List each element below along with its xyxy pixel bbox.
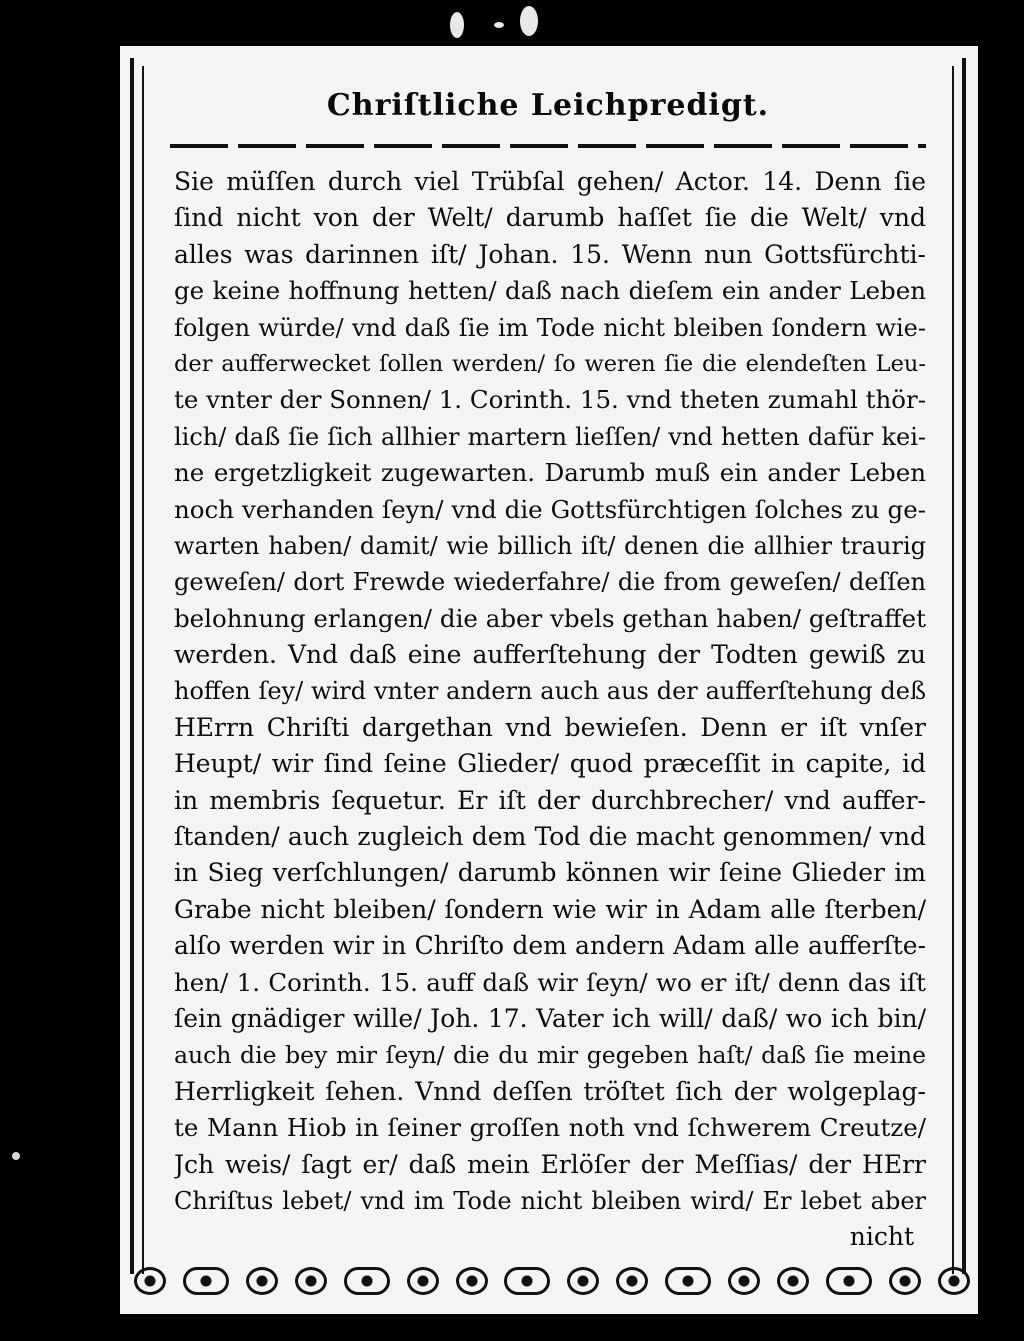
stray-ink-dot — [12, 1152, 20, 1160]
text-line: HErrn Chriſti dargethan vnd bewieſen. Denn er iſt vnſer — [174, 712, 926, 742]
text-line: werden. Vnd daß eine aufferſtehung der Todten gewiß zu — [174, 640, 926, 670]
border-ornament — [938, 1267, 970, 1295]
header-rule — [170, 144, 926, 148]
text-line: Grabe nicht bleiben/ ſondern wie wir in Adam alle ſterben/ — [174, 894, 926, 924]
border-ornament — [134, 1267, 166, 1295]
text-line: hoffen ſey/ wird vnter andern auch aus der aufferſtehung deß — [174, 677, 926, 706]
catchword: nicht — [849, 1222, 914, 1252]
border-ornament — [777, 1267, 809, 1295]
text-line: Sie müſſen durch viel Trübſal gehen/ Actor. 14. Denn ſie — [174, 167, 926, 196]
text-line: Herrligkeit ſehen. Vnnd deſſen tröſtet ſich der wolgeplag- — [174, 1076, 926, 1106]
border-ornament — [246, 1267, 278, 1295]
text-line: ne ergetzligkeit zugewarten. Darumb muß ein ander Leben — [174, 458, 926, 488]
text-line: in membris ſequetur. Er iſt der durchbrecher/ vnd auffer- — [174, 785, 926, 815]
page-frame-inner — [142, 66, 954, 1274]
text-line: warten haben/ damit/ wie billich iſt/ denen die allhier traurig — [174, 531, 926, 560]
page-frame — [130, 58, 966, 1274]
text-line: te Mann Hiob in ſeiner groſſen noth vnd ſchwerem Creutze/ — [174, 1113, 926, 1143]
border-ornament — [728, 1267, 760, 1295]
text-line: geweſen/ dort Frewde wiederfahre/ die from geweſen/ deſſen — [174, 568, 926, 597]
body-text — [174, 164, 926, 1256]
text-line: belohnung erlangen/ die aber vbels gethan haben/ geſtraffet — [174, 603, 926, 633]
text-line: te vnter der Sonnen/ 1. Corinth. 15. vnd theten zumahl thör- — [174, 385, 926, 415]
text-line: ſein gnädiger wille/ Joh. 17. Vater ich will/ daß/ wo ich bin/ — [174, 1003, 926, 1033]
border-ornament — [183, 1267, 229, 1295]
text-line: alſo werden wir in Chriſto dem andern Adam alle aufferſte- — [174, 931, 926, 961]
top-ink-marks — [440, 2, 560, 42]
text-line: alles was darinnen iſt/ Johan. 15. Wenn nun Gottsfürchti- — [174, 239, 926, 269]
text-line: auch die bey mir ſeyn/ die du mir gegeben haſt/ daß ſie meine — [174, 1041, 926, 1070]
border-ornament — [826, 1267, 872, 1295]
border-ornament — [456, 1267, 488, 1295]
text-line: lich/ daß ſie ſich allhier martern lieſſen/ vnd hetten dafür kei- — [174, 422, 926, 451]
border-ornament — [567, 1267, 599, 1295]
text-line: ge keine hoffnung hetten/ daß nach dieſem ein ander Leben — [174, 276, 926, 306]
text-line: ſind nicht von der Welt/ darumb haſſet ſie die Welt/ vnd — [174, 203, 926, 233]
border-ornament — [295, 1267, 327, 1295]
book-page — [120, 46, 978, 1314]
border-ornament — [665, 1267, 711, 1295]
text-line: in Sieg verſchlungen/ darumb können wir ſeine Glieder im — [174, 858, 926, 888]
text-line: Jch weis/ ſagt er/ daß mein Erlöſer der Meſſias/ der HErr — [174, 1149, 926, 1179]
border-ornament — [344, 1267, 390, 1295]
text-line: Heupt/ wir ſind ſeine Glieder/ quod præceſſit in capite, id — [174, 749, 926, 779]
border-ornament — [889, 1267, 921, 1295]
border-ornament — [616, 1267, 648, 1295]
text-line: folgen würde/ vnd daß ſie im Tode nicht bleiben ſondern wie- — [174, 313, 926, 342]
border-ornament — [407, 1267, 439, 1295]
text-line: ſtanden/ auch zugleich dem Tod die macht genommen/ vnd — [174, 822, 926, 852]
text-line: Chriſtus lebet/ vnd im Tode nicht bleiben wird/ Er lebet aber — [174, 1186, 926, 1215]
ornamental-border — [134, 1264, 970, 1298]
text-line: der aufferwecket ſollen werden/ ſo weren ſie die elendeſten Leu- — [174, 350, 926, 377]
border-ornament — [504, 1267, 550, 1295]
text-line: hen/ 1. Corinth. 15. auff daß wir ſeyn/ wo er iſt/ denn das iſt — [174, 967, 926, 997]
text-line: noch verhanden ſeyn/ vnd die Gottsfürchtigen ſolches zu ge- — [174, 494, 926, 524]
running-header: Chriſtliche Leichpredigt. — [326, 88, 770, 123]
